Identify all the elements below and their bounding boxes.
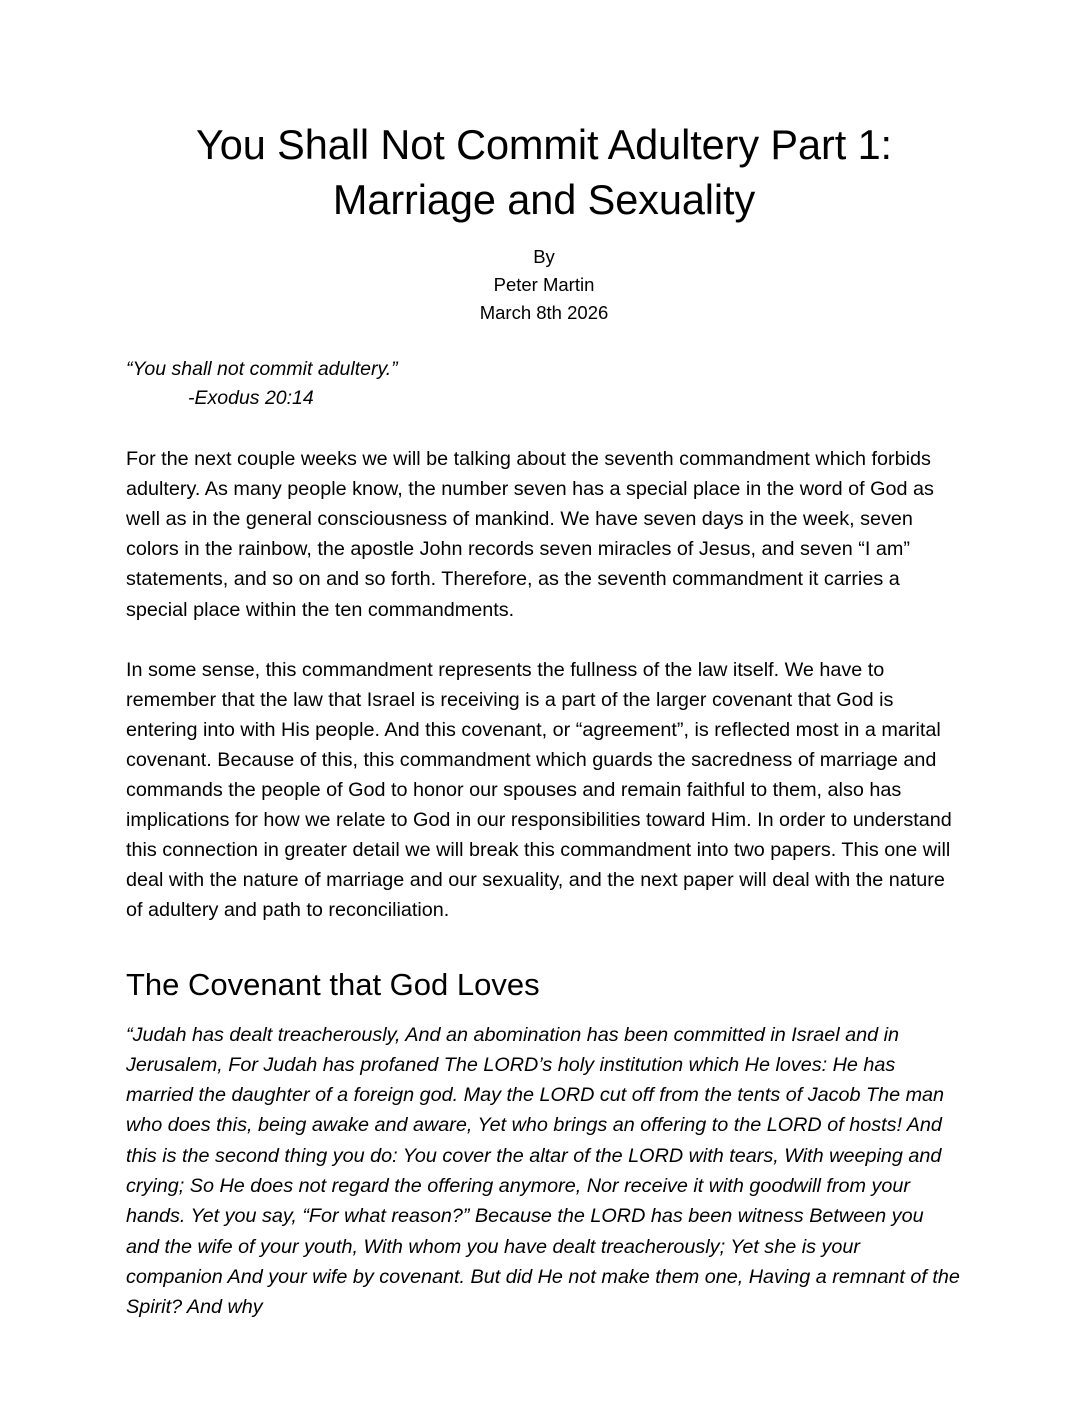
epigraph-quote: “You shall not commit adultery.”	[126, 357, 398, 380]
byline-by-label: By	[533, 245, 555, 267]
body-paragraph-2: In some sense, this commandment represents the fullness of the law itself. We have to remember that the law that Israel is receiving is a part of the larger covenant that God is entering into with His people. And this covenant, or “agreement”, is reflected most in a marital covenant. Because of this, this commandment which guards the sacredness of marriage and commands the people of God to honor our spouses and remain faithful to them, also has implications for how we relate to God in our responsibilities toward Him. In order to understand this connection in greater detail we will break this commandment into two papers. This one will deal with the nature of marriage and our sexuality, and the next paper will deal with the nature of adultery and path to reconciliation.	[126, 658, 952, 922]
byline-date: March 8th 2026	[479, 301, 609, 323]
epigraph-attribution: -Exodus 20:14	[188, 387, 314, 410]
section-heading: The Covenant that God Loves	[126, 967, 540, 1003]
byline-author: Peter Martin	[493, 273, 595, 295]
document-body	[126, 0, 962, 1322]
title-line-2: Marriage and Sexuality	[332, 175, 756, 223]
body-paragraph-1: For the next couple weeks we will be talking about the seventh commandment which forbids adultery. As many people know, the number seven has a special place in the word of God as well as in the general consciousness of mankind. We have seven days in the week, seven colors in the rainbow, the apostle John records seven miracles of Jesus, and seven “I am” statements, and so on and so forth. Therefore, as the seventh commandment it carries a special place within the ten commandments.	[126, 448, 934, 621]
title-line-1: You Shall Not Commit Adultery Part 1:	[196, 121, 892, 168]
epigraph	[126, 327, 962, 414]
page-title	[126, 0, 962, 228]
scripture-blockquote: “Judah has dealt treacherously, And an abomination has been committed in Israel and in Jerusalem, For Judah has profaned The LORD’s holy institution which He loves: He has married the daughter of a foreign god. May the LORD cut off from the tents of Jacob The man who does this, being awake and aware, Yet who brings an offering to the LORD of hosts! And this is the second thing you do: You cover the altar of the LORD with tears, With weeping and crying; So He does not regard the offering anymore, Nor receive it with goodwill from your hands. Yet you say, “For what reason?” Because the LORD has been witness Between you and the wife of your youth, With whom you have dealt treacherously; Yet she is your companion And your wife by covenant. But did He not make them one, Having a remnant of the Spirit? And why	[126, 1023, 960, 1319]
byline	[126, 228, 962, 327]
